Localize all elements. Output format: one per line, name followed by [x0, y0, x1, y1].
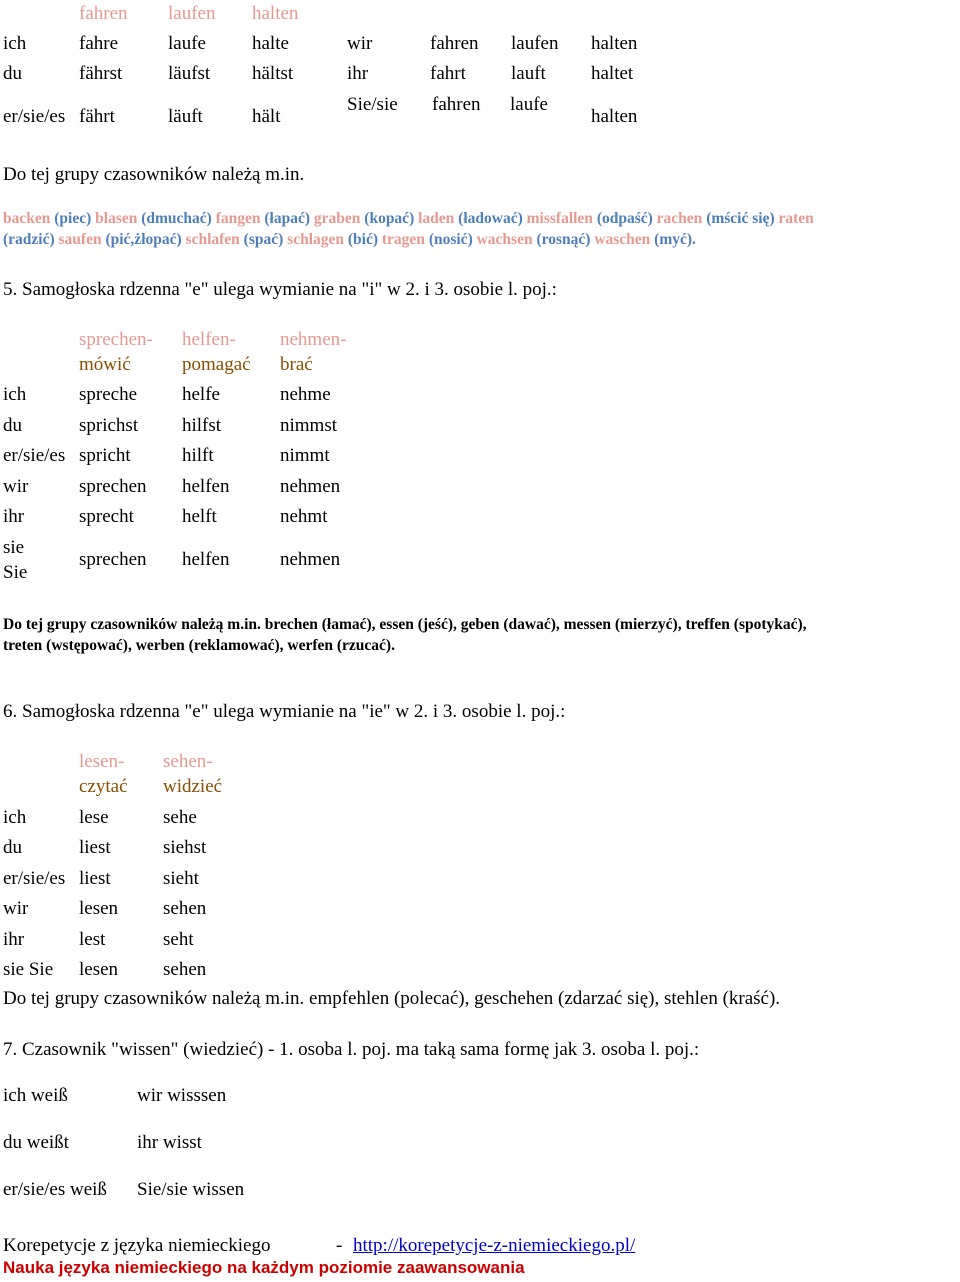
table1-cell: er/sie/es: [3, 106, 66, 127]
table1-cell: halte: [252, 33, 289, 54]
section6-verb-sehen: sehen-: [163, 751, 213, 772]
table1-cell: fahren: [430, 33, 479, 54]
pronoun: sie Sie: [3, 959, 54, 980]
table1-cell: lauft: [511, 63, 546, 84]
conjugation: sehe: [163, 807, 197, 828]
conjugation: nehmt: [280, 506, 328, 527]
section7-heading: 7. Czasownik "wissen" (wiedzieć) - 1. osoba l. poj. ma taką sama formę jak 3. osoba l. poj.:: [3, 1039, 700, 1060]
conjugation: nimmst: [280, 415, 338, 436]
table1-cell: Sie/sie: [347, 94, 398, 115]
verb: raten: [778, 210, 814, 227]
section6-meaning-lesen: czytać: [79, 776, 128, 797]
section5-verb-helfen: helfen-: [182, 329, 236, 350]
conjugation: sieht: [163, 868, 199, 889]
table1-cell: läuft: [168, 106, 203, 127]
conjugation: helfen: [182, 549, 230, 570]
translation: (łapać): [260, 210, 314, 227]
pronoun: wir: [3, 476, 29, 497]
pronoun: sie: [3, 537, 25, 558]
group1-intro: Do tej grupy czasowników należą m.in.: [3, 164, 305, 185]
translation: (bić): [344, 231, 382, 248]
conjugation: hilfst: [182, 415, 222, 436]
conjugation: lest: [79, 929, 106, 950]
table1-cell: fährst: [79, 63, 123, 84]
translation: (spać): [239, 231, 288, 248]
pronoun: er/sie/es: [3, 445, 66, 466]
table1-cell: ihr: [347, 63, 369, 84]
table1-cell: hältst: [252, 63, 294, 84]
section5-meaning-nehmen: brać: [280, 354, 313, 375]
wissen-cell: ihr wisst: [137, 1132, 202, 1153]
conjugation: nehmen: [280, 549, 341, 570]
section6-heading: 6. Samogłoska rdzenna "e" ulega wymianie na "ie" w 2. i 3. osobie l. poj.:: [3, 701, 566, 722]
verb: graben: [313, 210, 361, 227]
conjugation: sprichst: [79, 415, 139, 436]
section5-note-line1: Do tej grupy czasowników należą m.in. brechen (łamać), essen (jeść), geben (dawać), messen (mierzyć), treffen (spotykać),: [3, 616, 807, 633]
table1-cell: fahrt: [430, 63, 466, 84]
section5-verb-nehmen: nehmen-: [280, 329, 347, 350]
translation: (pić,żłopać): [101, 231, 186, 248]
table1-cell: fahre: [79, 33, 119, 54]
verb: schlafen: [185, 231, 240, 248]
table1-header-fahren: fahren: [79, 3, 128, 24]
footer-link[interactable]: http://korepetycje-z-niemieckiego.pl/: [353, 1235, 636, 1256]
translation: (odpaść): [592, 210, 657, 227]
table1-header-halten: halten: [252, 3, 299, 24]
verb: saufen: [58, 231, 102, 248]
table1-cell: fahren: [432, 94, 481, 115]
table1-cell: wir: [347, 33, 373, 54]
table1-cell: du: [3, 63, 22, 84]
section5-heading: 5. Samogłoska rdzenna "e" ulega wymianie na "i" w 2. i 3. osobie l. poj.:: [3, 279, 557, 300]
translation: (dmuchać): [137, 210, 216, 227]
conjugation: sprecht: [79, 506, 134, 527]
section5-meaning-sprechen: mówić: [79, 354, 131, 375]
conjugation: helfen: [182, 476, 230, 497]
table1-cell: halten: [591, 33, 638, 54]
pronoun: du: [3, 415, 22, 436]
group1-verbs-line2: [3, 230, 696, 250]
conjugation: nehmen: [280, 476, 341, 497]
conjugation: lese: [79, 807, 109, 828]
wissen-cell: er/sie/es weiß: [3, 1179, 107, 1200]
table1-cell: laufe: [168, 33, 206, 54]
verb: fangen: [215, 210, 261, 227]
conjugation: liest: [79, 868, 111, 889]
table1-cell: läufst: [168, 63, 211, 84]
verb: blasen: [95, 210, 138, 227]
section5-note-line2: treten (wstępować), werben (reklamować), werfen (rzucać).: [3, 637, 395, 654]
footer-dash: -: [336, 1235, 343, 1256]
conjugation: sehen: [163, 959, 207, 980]
translation: (nosić): [424, 231, 477, 248]
translation: (kopać): [360, 210, 419, 227]
verb: wachsen: [476, 231, 533, 248]
conjugation: nimmt: [280, 445, 330, 466]
table1-cell: ich: [3, 33, 27, 54]
pronoun: Sie: [3, 562, 28, 583]
table1-header-laufen: laufen: [168, 3, 216, 24]
conjugation: helft: [182, 506, 217, 527]
table1-cell: hält: [252, 106, 281, 127]
conjugation: seht: [163, 929, 194, 950]
conjugation: nehme: [280, 384, 331, 405]
wissen-cell: Sie/sie wissen: [137, 1179, 245, 1200]
conjugation: sprechen: [79, 549, 147, 570]
pronoun: er/sie/es: [3, 868, 66, 889]
conjugation: hilft: [182, 445, 214, 466]
footer-text: Korepetycje z języka niemieckiego: [3, 1235, 271, 1256]
section6-note: Do tej grupy czasowników należą m.in. empfehlen (polecać), geschehen (zdarzać się), stehlen (kraść).: [3, 988, 781, 1009]
verb: missfallen: [526, 210, 593, 227]
section5-verb-sprechen: sprechen-: [79, 329, 153, 350]
section6-verb-lesen: lesen-: [79, 751, 125, 772]
verb: laden: [418, 210, 455, 227]
pronoun: du: [3, 837, 22, 858]
footer-tagline: Nauka języka niemieckiego na każdym poziomie zaawansowania: [3, 1258, 525, 1277]
conjugation: liest: [79, 837, 111, 858]
translation: (piec): [50, 210, 96, 227]
wissen-cell: du weißt: [3, 1132, 69, 1153]
table1-cell: laufen: [511, 33, 559, 54]
wissen-cell: wir wisssen: [137, 1085, 227, 1106]
table1-cell: halten: [591, 106, 638, 127]
table1-cell: haltet: [591, 63, 634, 84]
verb: backen: [3, 210, 51, 227]
translation: (ładować): [454, 210, 527, 227]
conjugation: sehen: [163, 898, 207, 919]
translation: (myć).: [650, 231, 696, 248]
pronoun: ich: [3, 384, 27, 405]
section5-meaning-helfen: pomagać: [182, 354, 251, 375]
conjugation: siehst: [163, 837, 207, 858]
translation: (radzić): [3, 231, 59, 248]
pronoun: ihr: [3, 929, 25, 950]
conjugation: sprechen: [79, 476, 147, 497]
translation: (rosnąć): [532, 231, 595, 248]
conjugation: spreche: [79, 384, 138, 405]
pronoun: ich: [3, 807, 27, 828]
verb: schlagen: [287, 231, 344, 248]
pronoun: ihr: [3, 506, 25, 527]
verb: tragen: [381, 231, 425, 248]
group1-verbs-line1: [3, 209, 814, 229]
wissen-cell: ich weiß: [3, 1085, 68, 1106]
verb: rachen: [656, 210, 703, 227]
conjugation: lesen: [79, 898, 119, 919]
table1-cell: laufe: [510, 94, 548, 115]
section6-meaning-sehen: widzieć: [163, 776, 223, 797]
conjugation: lesen: [79, 959, 119, 980]
pronoun: wir: [3, 898, 29, 919]
table1-cell: fährt: [79, 106, 115, 127]
translation: (mścić się): [702, 210, 779, 227]
conjugation: spricht: [79, 445, 131, 466]
verb: waschen: [594, 231, 651, 248]
conjugation: helfe: [182, 384, 220, 405]
